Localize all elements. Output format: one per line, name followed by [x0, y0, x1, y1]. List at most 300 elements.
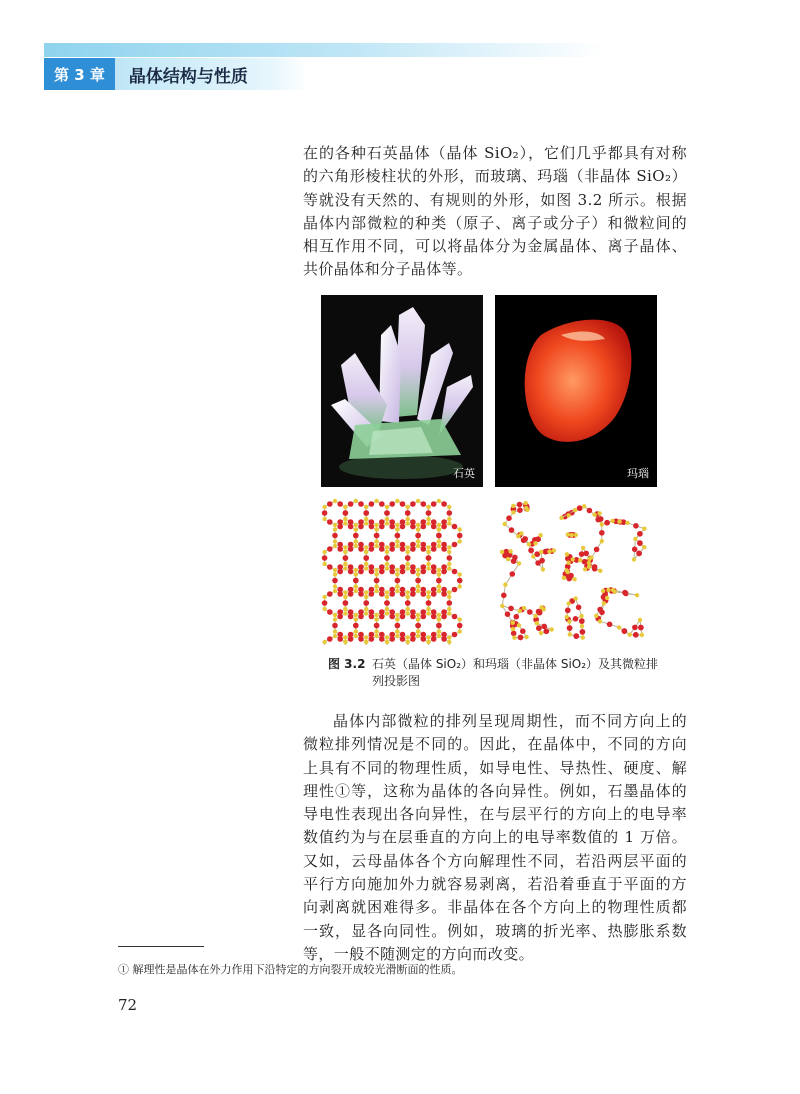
oxygen-atom — [343, 555, 349, 561]
silicon-atom — [437, 613, 441, 617]
silicon-atom — [578, 558, 582, 562]
silicon-atom — [406, 595, 410, 599]
oxygen-atom — [410, 569, 416, 575]
oxygen-atom — [539, 558, 545, 564]
oxygen-atom — [441, 501, 447, 507]
silicon-atom — [437, 589, 441, 593]
silicon-atom — [426, 550, 430, 554]
oxygen-atom — [369, 569, 375, 575]
oxygen-atom — [505, 611, 511, 617]
oxygen-atom — [353, 623, 359, 629]
silicon-atom — [426, 566, 430, 570]
oxygen-atom — [405, 600, 411, 606]
silicon-atom — [406, 562, 410, 566]
oxygen-atom — [511, 631, 517, 637]
silicon-atom — [426, 607, 430, 611]
silicon-atom — [333, 527, 337, 531]
oxygen-atom — [379, 524, 385, 530]
oxygen-atom — [509, 527, 515, 533]
oxygen-atom — [452, 524, 458, 530]
silicon-atom — [539, 550, 543, 554]
silicon-atom — [566, 561, 570, 565]
silicon-atom — [574, 533, 578, 537]
silicon-atom — [589, 555, 593, 559]
silicon-atom — [527, 542, 531, 546]
oxygen-atom — [518, 635, 524, 641]
silicon-atom — [437, 539, 441, 543]
silicon-atom — [406, 505, 410, 509]
silicon-atom — [354, 568, 358, 572]
oxygen-atom — [389, 546, 395, 552]
oxygen-atom — [379, 636, 385, 642]
oxygen-atom — [607, 622, 613, 628]
silicon-atom — [354, 589, 358, 593]
footnote-rule — [118, 946, 204, 947]
silicon-atom — [583, 567, 587, 571]
oxygen-atom — [322, 600, 328, 606]
silicon-atom — [333, 544, 337, 548]
oxygen-atom — [348, 591, 354, 597]
silicon-atom — [581, 635, 585, 639]
oxygen-atom — [512, 555, 518, 561]
oxygen-atom — [389, 569, 395, 575]
silicon-atom — [447, 635, 451, 639]
oxygen-atom — [573, 616, 579, 622]
silicon-atom — [416, 617, 420, 621]
chapter-title: 晶体结构与性质 — [115, 58, 308, 90]
silicon-atom — [333, 589, 337, 593]
silicon-atom — [426, 505, 430, 509]
oxygen-atom — [400, 546, 406, 552]
oxygen-atom — [622, 628, 628, 634]
oxygen-atom — [415, 623, 421, 629]
silicon-atom — [395, 499, 399, 503]
oxygen-atom — [421, 546, 427, 552]
oxygen-atom — [369, 501, 375, 507]
oxygen-atom — [633, 632, 639, 638]
oxygen-atom — [577, 505, 583, 511]
oxygen-atom — [327, 546, 333, 552]
silicon-atom — [374, 499, 378, 503]
oxygen-atom — [637, 531, 643, 537]
silicon-atom — [416, 589, 420, 593]
oxygen-atom — [337, 614, 343, 620]
silicon-atom — [364, 566, 368, 570]
agate-photo — [495, 295, 657, 487]
silicon-atom — [447, 550, 451, 554]
silicon-atom — [406, 640, 410, 644]
oxygen-atom — [447, 555, 453, 561]
oxygen-atom — [343, 600, 349, 606]
oxygen-atom — [348, 501, 354, 507]
silicon-atom — [447, 566, 451, 570]
silicon-atom — [610, 519, 614, 523]
silicon-atom — [566, 513, 570, 517]
silicon-atom — [416, 629, 420, 633]
silicon-atom — [437, 572, 441, 576]
oxygen-atom — [574, 633, 580, 639]
quartz-crystal-illustration — [321, 295, 483, 487]
page-number: 72 — [118, 996, 138, 1014]
silicon-atom — [395, 617, 399, 621]
silicon-atom — [374, 527, 378, 531]
silicon-atom — [524, 501, 528, 505]
oxygen-atom — [592, 564, 598, 570]
oxygen-atom — [544, 629, 550, 635]
oxygen-atom — [410, 636, 416, 642]
silicon-atom — [517, 623, 521, 627]
silicon-atom — [426, 635, 430, 639]
silicon-atom — [573, 508, 577, 512]
silicon-atom — [322, 550, 326, 554]
silicon-atom — [395, 572, 399, 576]
silicon-atom — [364, 611, 368, 615]
silicon-atom — [447, 611, 451, 615]
silicon-atom — [642, 527, 646, 531]
silicon-atom — [385, 545, 389, 549]
silicon-atom — [458, 629, 462, 633]
silicon-atom — [458, 584, 462, 588]
silicon-atom — [447, 505, 451, 509]
crystal-lattice-diagram — [321, 497, 483, 645]
oxygen-atom — [599, 530, 605, 536]
oxygen-atom — [595, 517, 601, 523]
silicon-atom — [343, 595, 347, 599]
silicon-atom — [354, 613, 358, 617]
oxygen-atom — [506, 515, 512, 521]
oxygen-atom — [441, 614, 447, 620]
oxygen-atom — [604, 520, 610, 526]
quartz-photo — [321, 295, 483, 487]
silicon-atom — [343, 590, 347, 594]
silicon-atom — [416, 572, 420, 576]
oxygen-atom — [327, 564, 333, 570]
oxygen-atom — [389, 591, 395, 597]
silicon-atom — [343, 611, 347, 615]
silicon-atom — [333, 499, 337, 503]
silicon-atom — [364, 607, 368, 611]
silicon-atom — [550, 627, 554, 631]
oxygen-atom — [632, 625, 638, 631]
oxygen-atom — [537, 610, 543, 616]
silicon-atom — [569, 533, 573, 537]
silicon-atom — [447, 590, 451, 594]
oxygen-atom — [369, 546, 375, 552]
oxygen-atom — [457, 578, 463, 584]
silicon-atom — [354, 572, 358, 576]
silicon-atom — [364, 550, 368, 554]
silicon-atom — [601, 589, 605, 593]
silicon-atom — [567, 619, 571, 623]
silicon-atom — [374, 617, 378, 621]
oxygen-atom — [384, 600, 390, 606]
oxygen-atom — [363, 600, 369, 606]
oxygen-atom — [421, 636, 427, 642]
silicon-atom — [566, 532, 570, 536]
silicon-atom — [565, 568, 569, 572]
oxygen-atom — [358, 614, 364, 620]
oxygen-atom — [541, 624, 547, 630]
oxygen-atom — [415, 533, 421, 539]
silicon-atom — [416, 584, 420, 588]
oxygen-atom — [395, 578, 401, 584]
oxygen-atom — [379, 591, 385, 597]
oxygen-atom — [379, 501, 385, 507]
silicon-atom — [343, 562, 347, 566]
silicon-atom — [628, 633, 632, 637]
silicon-atom — [592, 513, 596, 517]
silicon-atom — [385, 640, 389, 644]
oxygen-atom — [379, 569, 385, 575]
oxygen-atom — [379, 546, 385, 552]
silicon-atom — [508, 549, 512, 553]
oxygen-atom — [337, 636, 343, 642]
oxygen-atom — [327, 636, 333, 642]
oxygen-atom — [431, 501, 437, 507]
silicon-atom — [385, 517, 389, 521]
oxygen-atom — [410, 614, 416, 620]
silicon-atom — [426, 521, 430, 525]
silicon-atom — [406, 521, 410, 525]
silicon-atom — [406, 566, 410, 570]
silicon-atom — [395, 527, 399, 531]
silicon-atom — [580, 624, 584, 628]
silicon-atom — [437, 523, 441, 527]
silicon-atom — [416, 544, 420, 548]
silicon-atom — [374, 613, 378, 617]
silicon-atom — [533, 614, 537, 618]
oxygen-atom — [426, 600, 432, 606]
silicon-atom — [364, 517, 368, 521]
silicon-atom — [510, 621, 514, 625]
oxygen-atom — [363, 555, 369, 561]
silicon-atom — [437, 544, 441, 548]
oxygen-atom — [457, 533, 463, 539]
silicon-atom — [322, 517, 326, 521]
silicon-atom — [322, 607, 326, 611]
oxygen-atom — [337, 546, 343, 552]
silicon-atom — [385, 566, 389, 570]
oxygen-atom — [510, 571, 516, 577]
oxygen-atom — [582, 559, 588, 565]
silicon-atom — [406, 550, 410, 554]
silicon-atom — [322, 562, 326, 566]
silicon-atom — [385, 550, 389, 554]
oxygen-atom — [400, 524, 406, 530]
oxygen-atom — [565, 608, 571, 614]
silicon-atom — [447, 517, 451, 521]
silicon-atom — [447, 545, 451, 549]
oxygen-atom — [457, 623, 463, 629]
oxygen-atom — [452, 587, 458, 593]
silicon-atom — [617, 625, 621, 629]
oxygen-atom — [447, 510, 453, 516]
silicon-atom — [385, 635, 389, 639]
oxygen-atom — [410, 546, 416, 552]
silicon-atom — [322, 595, 326, 599]
silicon-atom — [571, 557, 575, 561]
silicon-atom — [426, 545, 430, 549]
oxygen-atom — [431, 591, 437, 597]
silicon-atom — [447, 521, 451, 525]
oxygen-atom — [400, 591, 406, 597]
paragraph-anisotropy: 晶体内部微粒的排列呈现周期性，而不同方向上的微粒排列情况是不同的。因此，在晶体中，不同的方向上具有不同的物理性质，如导电性、导热性、硬度、解理性①等，这称为晶体的各向异性。例如，石墨晶体的导电性表现出各向异性，在与层平行的方向上的电导率数值约为与在层垂直的方向上的电导率数值的 1 万倍。又如，云母晶体各个方向解理性不同，若沿两层平面的平行方向施加外力就容易剥离，若沿着垂直于平面的方向剥离就困难得多。非晶体在各个方向上的物理性质都一致，显各向同性。例如，玻璃的折光率、热膨胀系数等，一般不随测定的方向而改变。 — [303, 712, 687, 963]
silicon-atom — [354, 629, 358, 633]
silicon-atom — [385, 607, 389, 611]
oxygen-atom — [353, 533, 359, 539]
silicon-atom — [343, 640, 347, 644]
silicon-atom — [406, 611, 410, 615]
silicon-atom — [364, 635, 368, 639]
oxygen-atom — [565, 556, 571, 562]
silicon-atom — [406, 590, 410, 594]
silicon-atom — [503, 522, 507, 526]
silicon-atom — [385, 505, 389, 509]
silicon-atom — [535, 621, 539, 625]
silicon-atom — [333, 584, 337, 588]
silicon-atom — [354, 634, 358, 638]
oxygen-atom — [426, 555, 432, 561]
silicon-atom — [333, 634, 337, 638]
oxygen-atom — [431, 636, 437, 642]
oxygen-atom — [421, 501, 427, 507]
silicon-atom — [426, 590, 430, 594]
silicon-atom — [511, 510, 515, 514]
silicon-atom — [437, 527, 441, 531]
silicon-atom — [395, 568, 399, 572]
silicon-atom — [511, 504, 515, 508]
oxygen-atom — [436, 533, 442, 539]
agate-label: 玛瑙 — [627, 467, 649, 480]
oxygen-atom — [327, 501, 333, 507]
silicon-atom — [333, 629, 337, 633]
oxygen-atom — [369, 636, 375, 642]
oxygen-atom — [426, 510, 432, 516]
silicon-atom — [333, 523, 337, 527]
oxygen-atom — [452, 569, 458, 575]
silicon-atom — [416, 523, 420, 527]
oxygen-atom — [504, 549, 510, 555]
oxygen-atom — [452, 542, 458, 548]
silicon-atom — [416, 568, 420, 572]
oxygen-atom — [327, 591, 333, 597]
oxygen-atom — [441, 591, 447, 597]
silicon-atom — [385, 562, 389, 566]
silicon-atom — [426, 595, 430, 599]
oxygen-atom — [358, 546, 364, 552]
silicon-atom — [395, 613, 399, 617]
silicon-atom — [600, 539, 604, 543]
oxygen-atom — [436, 578, 442, 584]
silicon-atom — [565, 552, 569, 556]
oxygen-atom — [389, 524, 395, 530]
silicon-atom — [458, 617, 462, 621]
figure-caption — [328, 656, 668, 690]
oxygen-atom — [358, 569, 364, 575]
oxygen-atom — [636, 551, 642, 557]
silicon-atom — [511, 627, 515, 631]
oxygen-atom — [322, 555, 328, 561]
oxygen-atom — [410, 524, 416, 530]
silicon-atom — [374, 544, 378, 548]
oxygen-atom — [348, 636, 354, 642]
silicon-atom — [374, 539, 378, 543]
silicon-atom — [447, 595, 451, 599]
oxygen-atom — [384, 510, 390, 516]
oxygen-atom — [580, 629, 586, 635]
oxygen-atom — [363, 510, 369, 516]
silicon-atom — [567, 601, 571, 605]
oxygen-atom — [395, 623, 401, 629]
silicon-atom — [333, 617, 337, 621]
silicon-atom — [605, 596, 609, 600]
oxygen-atom — [622, 590, 628, 596]
silicon-atom — [343, 517, 347, 521]
oxygen-atom — [431, 546, 437, 552]
silicon-atom — [533, 541, 537, 545]
silicon-atom — [597, 511, 601, 515]
oxygen-atom — [332, 578, 338, 584]
oxygen-atom — [567, 625, 573, 631]
silicon-atom — [500, 550, 504, 554]
silicon-atom — [562, 576, 566, 580]
oxygen-atom — [637, 540, 643, 546]
silicon-atom — [437, 584, 441, 588]
silicon-atom — [364, 521, 368, 525]
silicon-atom — [437, 629, 441, 633]
oxygen-atom — [400, 636, 406, 642]
silicon-atom — [635, 593, 639, 597]
oxygen-atom — [421, 591, 427, 597]
silicon-atom — [458, 539, 462, 543]
silicon-atom — [512, 636, 516, 640]
silicon-atom — [364, 640, 368, 644]
silicon-atom — [524, 635, 528, 639]
silicon-atom — [364, 562, 368, 566]
silicon-atom — [322, 640, 326, 644]
oxygen-atom — [400, 501, 406, 507]
oxygen-atom — [431, 614, 437, 620]
oxygen-atom — [374, 578, 380, 584]
silicon-atom — [416, 539, 420, 543]
silicon-atom — [552, 548, 556, 552]
silicon-atom — [579, 614, 583, 618]
silicon-atom — [594, 614, 598, 618]
oxygen-atom — [536, 625, 542, 631]
chapter-number: 第 3 章 — [44, 58, 115, 90]
silicon-atom — [447, 640, 451, 644]
silicon-atom — [426, 640, 430, 644]
oxygen-atom — [436, 623, 442, 629]
oxygen-atom — [348, 546, 354, 552]
oxygen-atom — [520, 628, 526, 634]
oxygen-atom — [441, 569, 447, 575]
silicon-atom — [633, 537, 637, 541]
silicon-atom — [587, 565, 591, 569]
oxygen-atom — [343, 510, 349, 516]
silicon-atom — [374, 523, 378, 527]
silicon-atom — [447, 562, 451, 566]
oxygen-atom — [369, 591, 375, 597]
silicon-atom — [374, 629, 378, 633]
oxygen-atom — [400, 569, 406, 575]
oxygen-atom — [632, 547, 638, 553]
oxygen-atom — [421, 524, 427, 530]
silicon-atom — [600, 522, 604, 526]
oxygen-atom — [389, 636, 395, 642]
oxygen-atom — [395, 533, 401, 539]
silicon-atom — [617, 519, 621, 523]
